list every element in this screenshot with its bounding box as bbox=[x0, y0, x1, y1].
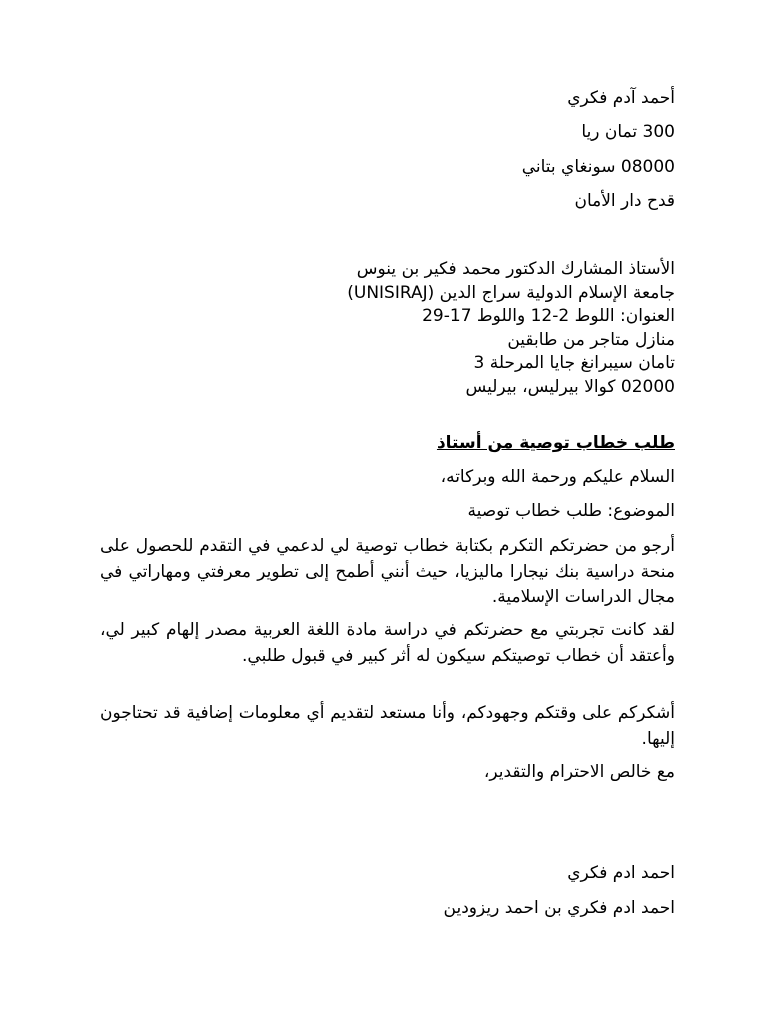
sender-street: 300 تمان ريا bbox=[581, 122, 675, 142]
sender-postcode-city: 08000 سونغاي بتاني bbox=[521, 157, 675, 177]
signature-short-name: احمد ادم فكري bbox=[567, 863, 675, 883]
greeting: السلام عليكم ورحمة الله وبركاته، bbox=[440, 467, 675, 487]
letter-title: طلب خطاب توصية من أستاذ bbox=[436, 433, 675, 453]
recipient-title-name: الأستاذ المشارك الدكتور محمد فكير بن ينوس bbox=[356, 259, 675, 279]
body-paragraph-2: لقد كانت تجربتي مع حضرتكم في دراسة مادة اللغة العربية مصدر إلهام كبير لي، وأعتقد أن خطاب توصيتكم سيكون له أثر كبير في قبول طلبي. bbox=[100, 620, 675, 666]
body-paragraph-1: أرجو من حضرتكم التكرم بكتابة خطاب توصية لي لدعمي في التقدم للحصول على منحة دراسية بنك نيجارا ماليزيا، حيث أنني أطمح إلى تطوير معرفتي ومهاراتي في مجال الدراسات الإسلامية. bbox=[100, 536, 675, 607]
closing-line: مع خالص الاحترام والتقدير، bbox=[483, 762, 675, 782]
sender-state: قدح دار الأمان bbox=[574, 191, 675, 211]
sender-name: أحمد آدم فكري bbox=[567, 88, 675, 108]
subject-line: الموضوع: طلب خطاب توصية bbox=[467, 501, 675, 521]
body-paragraph-3: أشكركم على وقتكم وجهودكم، وأنا مستعد لتقديم أي معلومات إضافية قد تحتاجون إليها. bbox=[100, 703, 675, 749]
recipient-address-line: العنوان: اللوط 2-12 واللوط 17-29 bbox=[422, 306, 675, 326]
recipient-area: تامان سيبرانغ جايا المرحلة 3 bbox=[473, 353, 675, 373]
recipient-postcode-city: 02000 كوالا بيرليس، بيرليس bbox=[465, 376, 675, 397]
recipient-address bbox=[347, 258, 675, 399]
recipient-building: منازل متاجر من طابقين bbox=[507, 329, 675, 350]
recipient-institution: جامعة الإسلام الدولية سراج الدين (UNISIRAJ) bbox=[347, 282, 675, 303]
signature-full-name: احمد ادم فكري بن احمد ريزودين bbox=[443, 898, 675, 918]
